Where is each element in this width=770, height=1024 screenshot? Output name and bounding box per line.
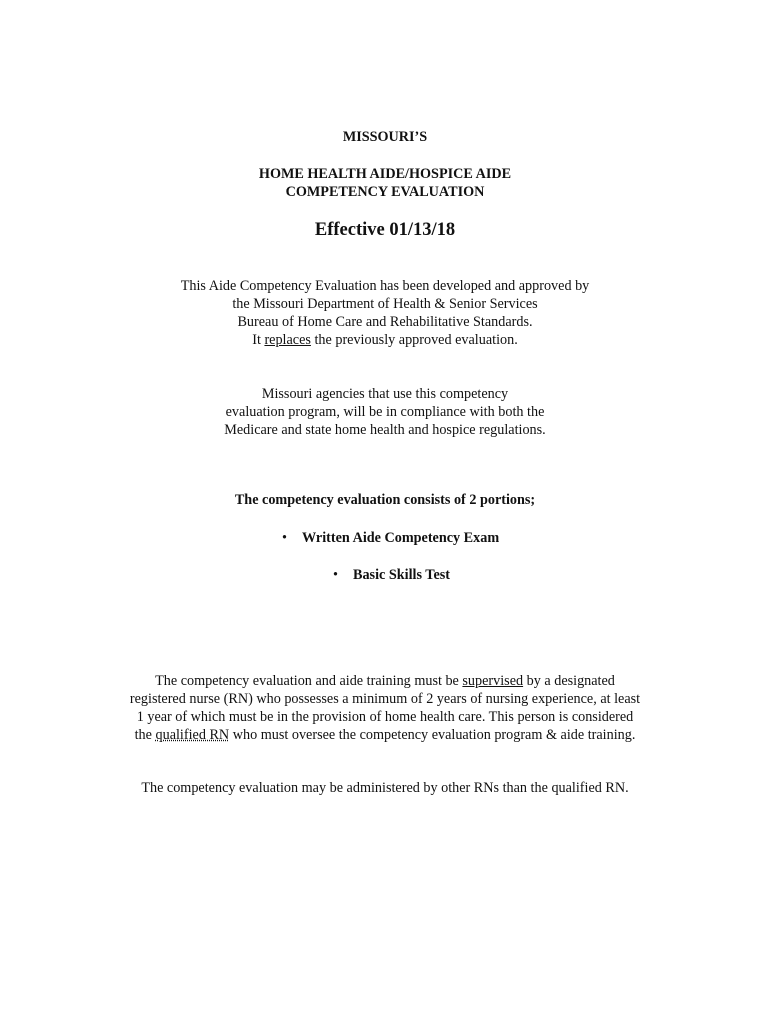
portions-heading: The competency evaluation consists of 2 portions; — [234, 492, 536, 508]
portion-item-written-exam — [282, 529, 499, 547]
portion-item-skills-test — [333, 566, 450, 584]
title-line-2: COMPETENCY EVALUATION — [285, 184, 485, 200]
compliance-line-1: Missouri agencies that use this competency — [261, 386, 509, 402]
intro-line-4-post: the previously approved evaluation. — [310, 332, 518, 348]
title-line-1: HOME HEALTH AIDE/HOSPICE AIDE — [258, 166, 512, 182]
intro-line-4 — [0, 331, 770, 349]
supervision-line-1-post: by a designated — [523, 673, 615, 689]
portion-item-label: Written Aide Competency Exam — [302, 530, 500, 546]
portion-item-label: Basic Skills Test — [353, 567, 450, 583]
supervision-line-1 — [0, 672, 770, 690]
bullet-icon: • — [282, 530, 287, 546]
compliance-line-3: Medicare and state home health and hospice regulations. — [224, 422, 546, 438]
intro-line-2: the Missouri Department of Health & Senior Services — [232, 296, 538, 312]
intro-line-4-pre: It — [252, 332, 265, 348]
replaces-underlined: replaces — [264, 332, 311, 348]
supervision-line-3: 1 year of which must be in the provision of home health care. This person is considered — [136, 709, 634, 725]
intro-line-1: This Aide Competency Evaluation has been developed and approved by — [180, 278, 590, 294]
effective-date: Effective 01/13/18 — [314, 220, 456, 240]
supervised-underlined: supervised — [462, 673, 524, 689]
intro-line-3: Bureau of Home Care and Rehabilitative Standards. — [237, 314, 533, 330]
qualified-rn-underlined: qualified RN — [155, 727, 230, 743]
supervision-line-1-pre: The competency evaluation and aide training must be — [155, 673, 463, 689]
supervision-line-4 — [0, 726, 770, 744]
supervision-line-4-pre: the — [134, 727, 156, 743]
supervision-line-4-post: who must oversee the competency evaluation program & aide training. — [229, 727, 636, 743]
bullet-icon: • — [333, 567, 338, 583]
state-heading: MISSOURI’S — [342, 129, 428, 145]
supervision-line-2: registered nurse (RN) who possesses a minimum of 2 years of nursing experience, at least — [129, 691, 641, 707]
administration-line: The competency evaluation may be administered by other RNs than the qualified RN. — [141, 780, 629, 796]
compliance-line-2: evaluation program, will be in compliance with both the — [225, 404, 545, 420]
